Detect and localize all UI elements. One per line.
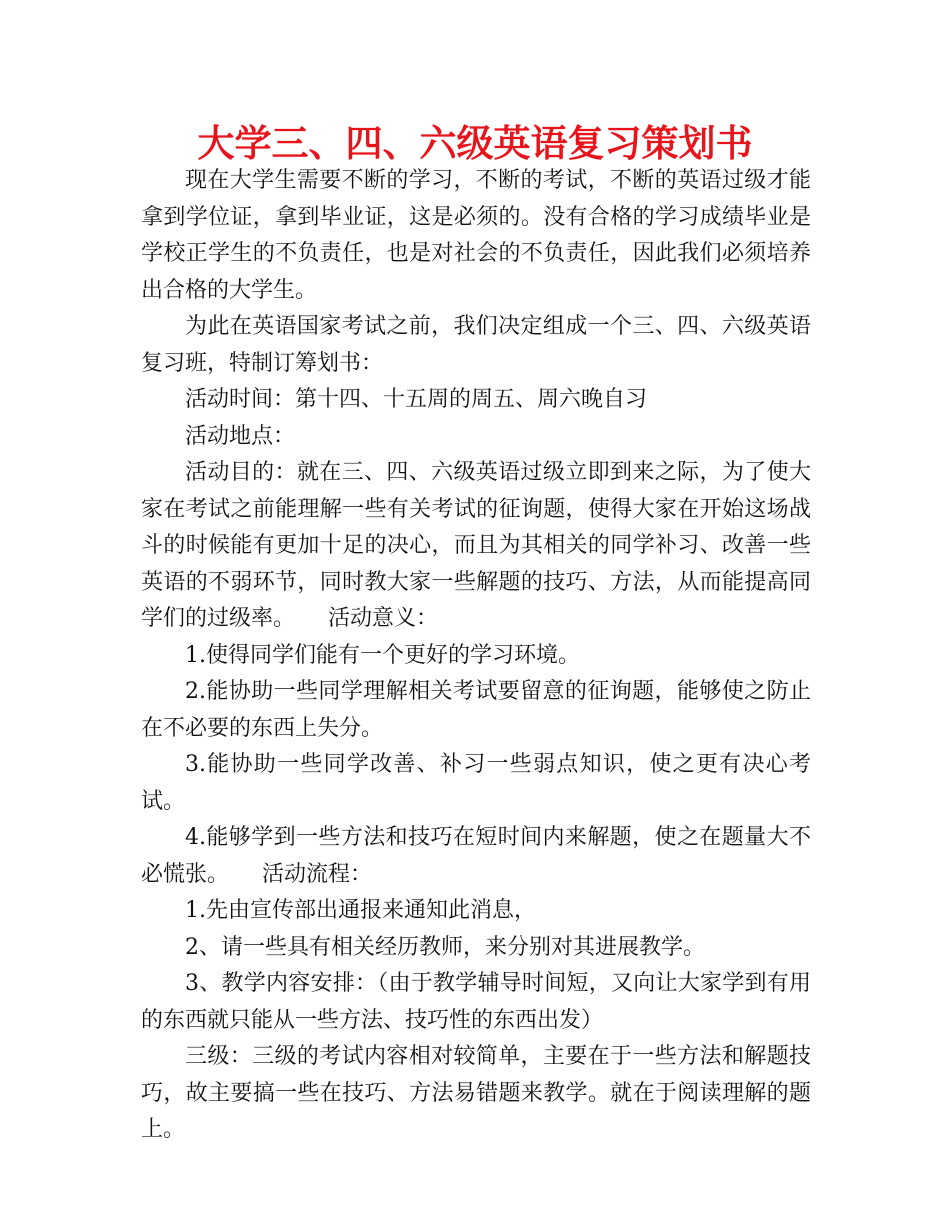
- paragraph-activity-location: 活动地点：: [185, 423, 296, 449]
- paragraph-purpose: 为此在英语国家考试之前，我们决定组成一个三、四、六级英语复习班，特制订筹划书：: [141, 314, 811, 376]
- document-body: [141, 163, 811, 1149]
- paragraph-activity-time: 活动时间：第十四、十五周的周五、周六晚自习: [185, 387, 648, 412]
- paragraph-meaning-4: 4.能够学到一些方法和技巧在短时间内来解题，使之在题量大不必慌张。 活动流程：: [141, 825, 811, 887]
- paragraph-activity-goal: 活动目的：就在三、四、六级英语过级立即到来之际，为了使大家在考试之前能理解一些有关考试的征询题，使得大家在开始这场战斗的时候能有更加十足的决心，而且为其相关的同学补习、改善一些英语的不弱环节，同时教大家一些解题的技巧、方法，从而能提高同学们的过级率。 活动意义：: [141, 460, 811, 631]
- paragraph-level-three: 三级：三级的考试内容相对较简单，主要在于一些方法和解题技巧，故主要搞一些在技巧、方法易错题来教学。就在于阅读理解的题上。: [141, 1044, 811, 1142]
- paragraph-meaning-2: 2.能协助一些同学理解相关考试要留意的征询题，能够使之防止在不必要的东西上失分。: [141, 679, 811, 741]
- paragraph-flow-1: 1.先由宣传部出通报来通知此消息，: [185, 898, 536, 923]
- paragraph-flow-2: 2、请一些具有相关经历教师，来分别对其进展教学。: [185, 934, 705, 960]
- paragraph-meaning-3: 3.能协助一些同学改善、补习一些弱点知识，使之更有决心考试。: [141, 752, 811, 814]
- document-title: 大学三、四、六级英语复习策划书: [197, 122, 753, 165]
- paragraph-flow-3: 3、教学内容安排：（由于教学辅导时间短，又向让大家学到有用的东西就只能从一些方法、技巧性的东西出发）: [141, 971, 811, 1033]
- paragraph-meaning-1: 1.使得同学们能有一个更好的学习环境。: [185, 642, 580, 668]
- paragraph-intro: 现在大学生需要不断的学习，不断的考试，不断的英语过级才能拿到学位证，拿到毕业证，这是必须的。没有合格的学习成绩毕业是学校正学生的不负责任，也是对社会的不负责任，因此我们必须培养出合格的大学生。: [141, 168, 811, 303]
